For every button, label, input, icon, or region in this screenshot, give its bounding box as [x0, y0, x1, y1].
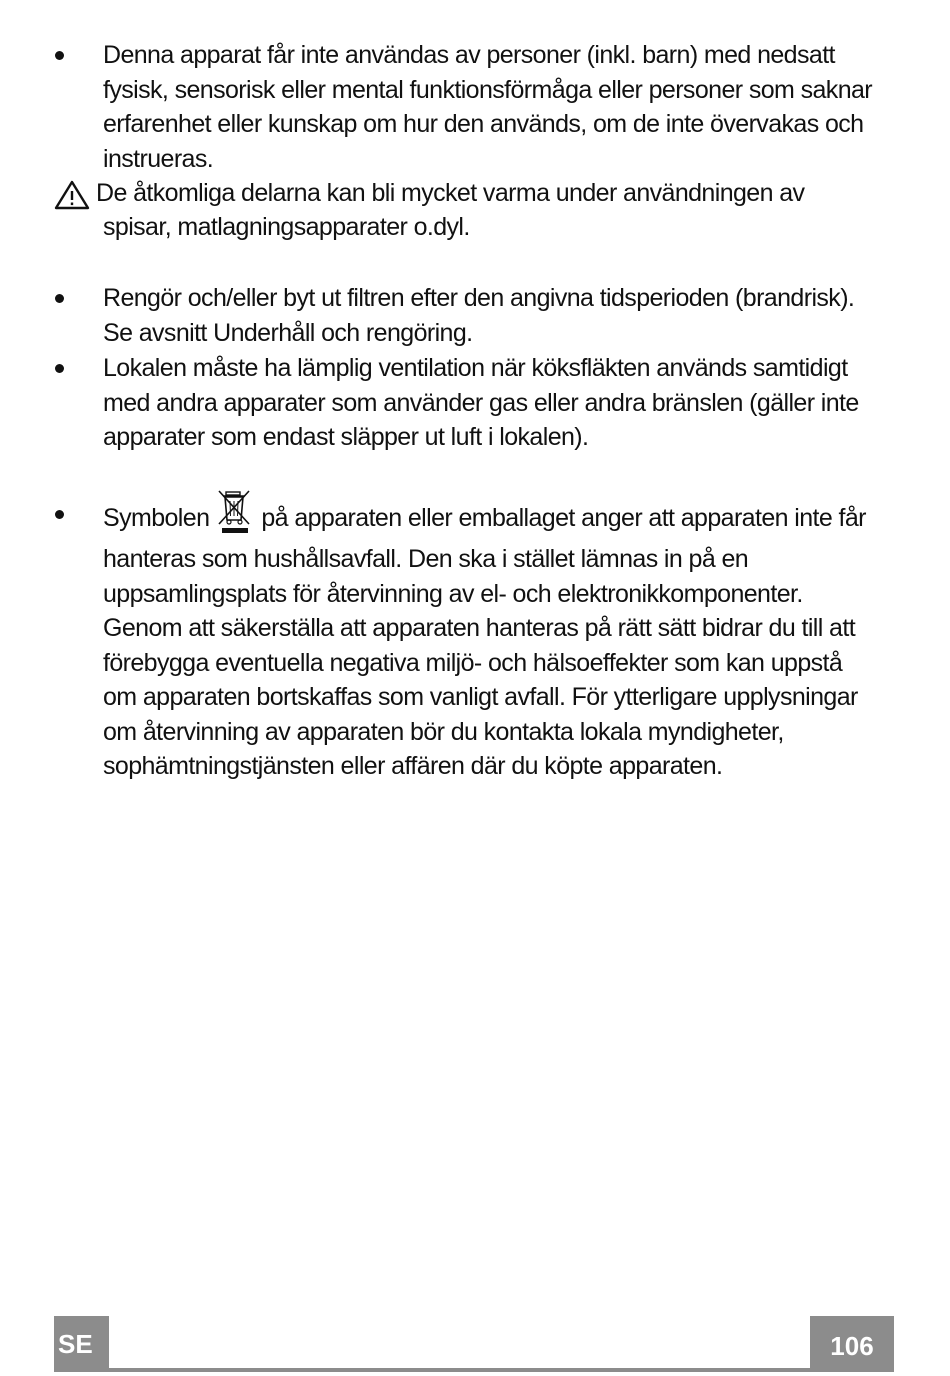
warning-triangle-icon: [54, 180, 90, 210]
text-line: Denna apparat får inte användas av personer (inkl. barn) med nedsatt: [103, 41, 835, 69]
text-line: fysisk, sensorisk eller mental funktionsförmåga eller personer som saknar: [103, 75, 873, 104]
bullet-point: [54, 364, 66, 376]
bullet-point: [54, 510, 66, 522]
page-footer: [54, 1316, 894, 1372]
paragraph-disability-warning: [103, 38, 903, 176]
warning-text-line: De åtkomliga delarna kan bli mycket varma under användningen av: [96, 179, 805, 207]
text-fragment: Symbolen: [103, 504, 210, 532]
text-line: om återvinning av apparaten bör du kontakta lokala myndigheter,: [103, 717, 784, 746]
text-line: Genom att säkerställa att apparaten hanteras på rätt sätt bidrar du till att: [103, 614, 856, 642]
text-line: instrueras.: [103, 144, 214, 173]
text-line: apparater som endast släpper ut luft i lokalen).: [103, 423, 589, 451]
text-line: om apparaten bortskaffas som vanligt avfall. För ytterligare upplysningar: [103, 683, 858, 711]
text-line: förebygga eventuella negativa miljö- och hälsoeffekter som kan uppstå: [103, 648, 843, 677]
text-line: Lokalen måste ha lämplig ventilation när köksfläkten används samtidigt: [103, 354, 848, 382]
text-line: sophämtningstjänsten eller affären där du köpte apparaten.: [103, 752, 723, 780]
text-line: erfarenhet eller kunskap om hur den används, om de inte övervakas och: [103, 110, 864, 138]
paragraph-ventilation: [103, 351, 903, 455]
page-number: 106: [810, 1316, 894, 1372]
text-line: Rengör och/eller byt ut filtren efter den angivna tidsperioden (brandrisk).: [103, 284, 855, 312]
paragraph-filter-cleaning: [103, 281, 903, 350]
warning-text-line: spisar, matlagningsapparater o.dyl.: [103, 213, 470, 241]
text-line: med andra apparater som använder gas eller andra bränslen (gäller inte: [103, 388, 859, 417]
bullet-point: [54, 51, 66, 63]
text-line: uppsamlingsplats för återvinning av el- och elektronikkomponenter.: [103, 579, 803, 608]
bullet-point: [54, 294, 66, 306]
crossed-out-wheelie-bin-icon: [215, 488, 255, 536]
paragraph-weee-disposal: [103, 488, 903, 784]
footer-divider: [109, 1368, 810, 1372]
text-fragment: på apparaten eller emballaget anger att apparaten inte får: [261, 504, 866, 532]
language-label: SE: [54, 1316, 109, 1372]
text-line-with-icon: [103, 488, 903, 542]
text-line: Se avsnitt Underhåll och rengöring.: [103, 318, 473, 347]
text-line: hanteras som hushållsavfall. Den ska i stället lämnas in på en: [103, 545, 749, 573]
